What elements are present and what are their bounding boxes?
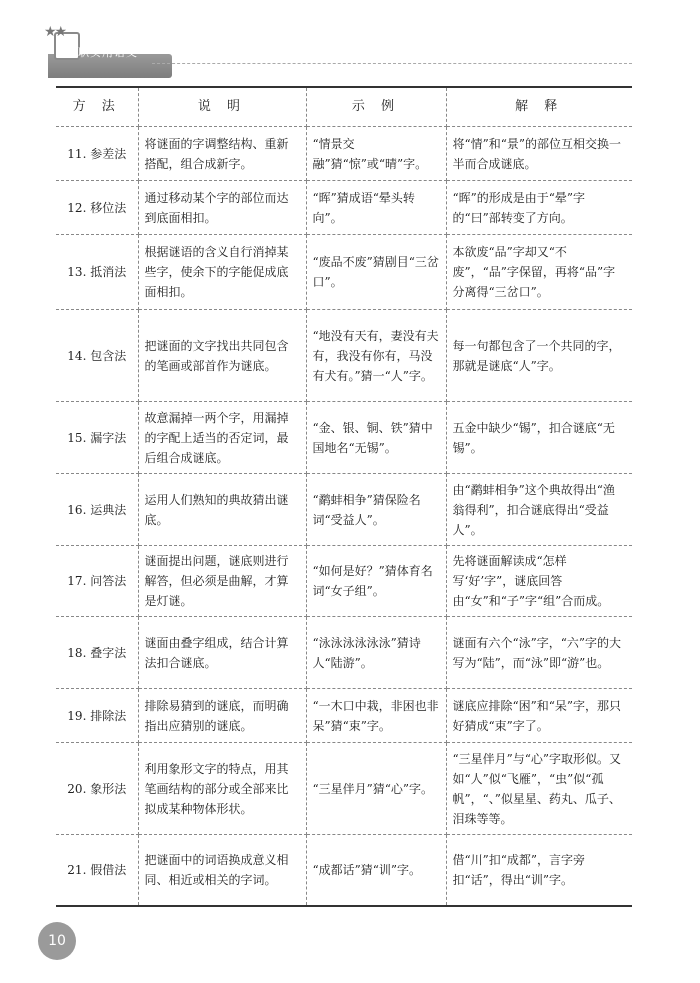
method-description: 谜面提出问题，谜底则进行解答，但必须是曲解，才算是灯谜。	[138, 546, 306, 617]
column-header-example: 示 例	[306, 87, 446, 127]
method-explanation: 将“情”和“景”的部位互相交换一半而合成谜底。	[446, 127, 632, 181]
method-description: 把谜面的文字找出共同包含的笔画或部首作为谜底。	[138, 310, 306, 402]
column-header-method: 方 法	[56, 87, 138, 127]
method-description: 将谜面的字调整结构、重新搭配，组合成新字。	[138, 127, 306, 181]
method-description: 排除易猜到的谜底，而明确指出应猜别的谜底。	[138, 689, 306, 743]
star-icon: ★★	[44, 24, 66, 40]
method-explanation: 五金中缺少“锡”，扣合谜底“无锡”。	[446, 402, 632, 474]
method-explanation: “三星伴月”与“心”字取形似。又如“人”似“飞雁”，“虫”似“孤帆”，“、”似星星、药丸、瓜子、泪珠等等。	[446, 743, 632, 835]
method-explanation: 谜面有六个“泳”字，“六”字的大写为“陆”，而“泳”即“游”也。	[446, 617, 632, 689]
table-header-row	[56, 87, 632, 127]
method-name: 17. 问答法	[56, 546, 138, 617]
method-explanation: 本欲废“品”字却又“不废”，“品”字保留，再将“品”字分离得“三岔口”。	[446, 235, 632, 310]
method-name: 20. 象形法	[56, 743, 138, 835]
method-explanation: 每一句都包含了一个共同的字，那就是谜底“人”字。	[446, 310, 632, 402]
method-example: “三星伴月”猜“心”字。	[306, 743, 446, 835]
table-row	[56, 743, 632, 835]
method-example: “晖”猜成语“晕头转向”。	[306, 181, 446, 235]
method-explanation: 先将谜面解读成“怎样写‘好’字”，谜底回答由“女”和“子”字“组”合而成。	[446, 546, 632, 617]
riddle-methods-table	[56, 86, 632, 907]
method-name: 21. 假借法	[56, 835, 138, 906]
table-row	[56, 127, 632, 181]
table-row	[56, 402, 632, 474]
method-description: 运用人们熟知的典故猜出谜底。	[138, 474, 306, 546]
table-row	[56, 181, 632, 235]
table-row	[56, 689, 632, 743]
method-description: 利用象形文字的特点，用其笔画结构的部分或全部来比拟成某种物体形状。	[138, 743, 306, 835]
method-description: 根据谜语的含义自行消掉某些字，使余下的字能促成底面相扣。	[138, 235, 306, 310]
method-name: 18. 叠字法	[56, 617, 138, 689]
header-divider	[152, 63, 632, 64]
table-row	[56, 235, 632, 310]
method-example: “成都话”猜“训”字。	[306, 835, 446, 906]
method-example: “废品不废”猜剧目“三岔口”。	[306, 235, 446, 310]
method-name: 14. 包含法	[56, 310, 138, 402]
column-header-explanation: 解 释	[446, 87, 632, 127]
series-title: 中职实用语文	[66, 46, 138, 59]
method-explanation: “晖”的形成是由于“晕”字的“曰”部转变了方向。	[446, 181, 632, 235]
method-name: 11. 参差法	[56, 127, 138, 181]
table-row	[56, 474, 632, 546]
method-example: “情景交融”猜“惊”或“晴”字。	[306, 127, 446, 181]
method-example: “如何是好？”猜体育名词“女子组”。	[306, 546, 446, 617]
page-number: 10	[38, 922, 76, 960]
method-name: 19. 排除法	[56, 689, 138, 743]
method-example: “一木口中栽，非困也非呆”猜“束”字。	[306, 689, 446, 743]
column-header-description: 说 明	[138, 87, 306, 127]
method-name: 15. 漏字法	[56, 402, 138, 474]
method-description: 故意漏掉一两个字，用漏掉的字配上适当的否定词，最后组合成谜底。	[138, 402, 306, 474]
method-example: “泳泳泳泳泳泳”猜诗人“陆游”。	[306, 617, 446, 689]
method-explanation: 谜底应排除“困”和“呆”字，那只好猜成“束”字了。	[446, 689, 632, 743]
table-row	[56, 617, 632, 689]
table-row	[56, 835, 632, 906]
method-explanation: 借“川”扣“成都”，言字旁扣“话”，得出“训”字。	[446, 835, 632, 906]
method-name: 16. 运典法	[56, 474, 138, 546]
table-row	[56, 546, 632, 617]
method-name: 12. 移位法	[56, 181, 138, 235]
table-row	[56, 310, 632, 402]
method-example: “金、银、铜、铁”猜中国地名“无锡”。	[306, 402, 446, 474]
method-name: 13. 抵消法	[56, 235, 138, 310]
method-description: 谜面由叠字组成，结合计算法扣合谜底。	[138, 617, 306, 689]
method-description: 把谜面中的词语换成意义相同、相近或相关的字词。	[138, 835, 306, 906]
method-example: “鹬蚌相争”猜保险名词“受益人”。	[306, 474, 446, 546]
method-explanation: 由“鹬蚌相争”这个典故得出“渔翁得利”，扣合谜底得出“受益人”。	[446, 474, 632, 546]
method-description: 通过移动某个字的部位而达到底面相扣。	[138, 181, 306, 235]
method-example: “地没有天有，妻没有夫有，我没有你有，马没有犬有。”猜一“人”字。	[306, 310, 446, 402]
